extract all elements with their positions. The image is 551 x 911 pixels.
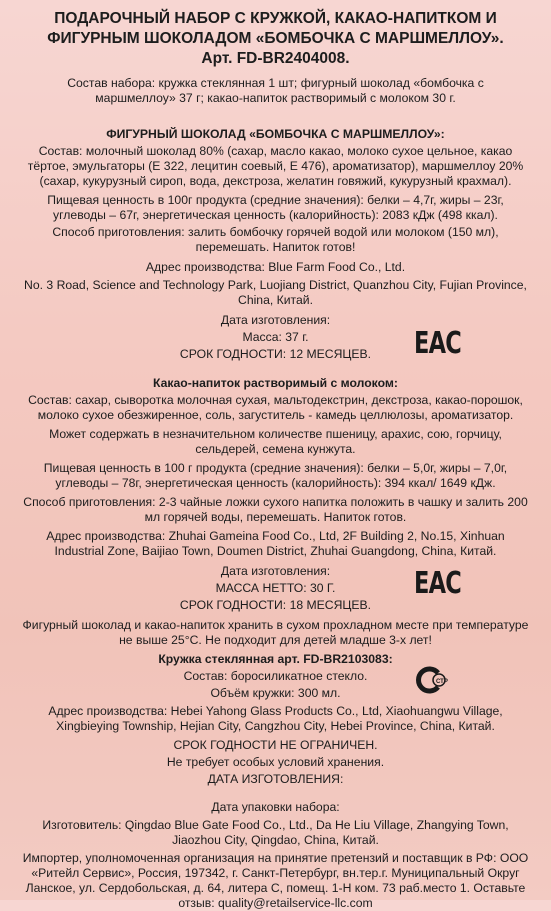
cocoa-nutrition — [0, 461, 551, 491]
cocoa-address — [0, 529, 551, 559]
cocoa-nutr-line-1: Пищевая ценность в 100 г продукта (средние значения): белки – 5,0г, жиры – 7,0г, — [43, 461, 508, 475]
str-certification-icon — [412, 665, 448, 695]
str-mark-text: СТР — [436, 679, 448, 685]
cocoa-shelf-life: СРОК ГОДНОСТИ: 18 МЕСЯЦЕВ. — [179, 598, 372, 612]
cocoa-heading: Какао-напиток растворимый с молоком: — [153, 376, 398, 390]
cocoa-nutr-line-2: углеводы – 78г, энергетическая ценность (калорийность): 394 ккал/ 1649 кДж. — [55, 476, 496, 490]
mug-storage: Не требует особых условий хранения. — [166, 755, 385, 769]
mug-addr-line-2: Xingbieying Township, Hejian City, Cangzhou City, Hebei Province, China, Китай. — [56, 719, 495, 733]
cocoa-allergen-line-2: сельдерей, семена кунжута. — [195, 442, 356, 456]
cocoa-prep-line-1: Способ приготовления: 2-3 чайные ложки сухого напитка положить в чашку и залить 200 — [23, 495, 528, 509]
chocolate-mass: Масса: 37 г. — [242, 330, 309, 344]
title-line-1: ПОДАРОЧНЫЙ НАБОР С КРУЖКОЙ, КАКАО-НАПИТКОМ И — [54, 10, 497, 27]
chocolate-address — [0, 278, 551, 308]
article-number: Арт. FD-BR2404008. — [201, 50, 350, 67]
cocoa-addr-line-2: Industrial Zone, Baijiao Town, Doumen District, Zhuhai Guangdong, China, Китай. — [54, 544, 497, 558]
mug-volume: Объём кружки: 300 мл. — [210, 686, 341, 700]
choc-prep-line-2: перемешать. Напиток готов! — [195, 240, 356, 254]
set-line-1: Состав набора: кружка стеклянная 1 шт; фигурный шоколад «бомбочка с — [67, 76, 484, 90]
cocoa-prep-line-2: мл горячей воды, перемешать. Напиток готов. — [144, 510, 407, 524]
cocoa-mass: МАССА НЕТТО: 30 Г. — [215, 581, 336, 595]
choc-prep-line-1: Способ приготовления: залить бомбочку горячей водой или молоком (150 мл), — [52, 225, 499, 239]
cocoa-allergen-line-1: Может содержать в незначительном количестве пшеницу, арахис, сою, горчицу, — [49, 427, 502, 441]
chocolate-preparation — [0, 225, 551, 255]
choc-nutr-line-1: Пищевая ценность в 100г продукта (средние значения): белки – 4,7г, жиры – 23г, — [47, 193, 504, 207]
chocolate-heading: ФИГУРНЫЙ ШОКОЛАД «БОМБОЧКА С МАРШМЕЛЛОУ»: — [106, 127, 445, 141]
title-line-2: ФИГУРНЫМ ШОКОЛАДОМ «БОМБОЧКА С МАРШМЕЛЛОУ». — [47, 30, 504, 47]
cocoa-addr-line-1: Адрес производства: Zhuhai Gameina Food Co., Ltd, 2F Building 2, No.15, Xinhuan — [46, 529, 505, 543]
storage-line-1: Фигурный шоколад и какао-напиток хранить в сухом прохладном месте при температуре — [22, 618, 529, 632]
chocolate-nutrition — [0, 193, 551, 223]
mug-address — [0, 704, 551, 734]
storage-line-2: не выше 25°С. Не подходит для детей младше 3-х лет! — [119, 633, 432, 647]
mug-composition: Состав: боросиликатное стекло. — [183, 669, 368, 683]
mug-made-date: ДАТА ИЗГОТОВЛЕНИЯ: — [207, 772, 344, 786]
choc-comp-line-1: Состав: молочный шоколад 80% (сахар, масло какао, молоко сухое цельное, какао — [38, 144, 513, 158]
importer-line-2: «Ритейл Сервис», Россия, 197342, г. Санкт-Петербург, вн.тер.г. Муниципальный Округ — [31, 866, 520, 880]
cocoa-comp-line-2: молоко сухое обезжиренное, соль, загуститель - камедь целлюлозы, ароматизатор. — [37, 408, 514, 422]
cocoa-preparation — [0, 495, 551, 525]
choc-addr-line-1: No. 3 Road, Science and Technology Park, Luojiang District, Quanzhou City, Fujian Province, — [24, 278, 527, 292]
storage-warning — [0, 618, 551, 648]
importer-line-1: Импортер, уполномоченная организация на принятие претензий и поставщик в РФ: ООО — [22, 851, 529, 865]
chocolate-composition — [0, 144, 551, 189]
choc-addr-line-2: China, Китай. — [238, 293, 313, 307]
cocoa-composition — [0, 393, 551, 423]
chocolate-shelf-life: СРОК ГОДНОСТИ: 12 МЕСЯЦЕВ. — [179, 347, 372, 361]
choc-comp-line-2: тёртое, эмульгаторы (Е 322, лецитин соевый, Е 476), ароматизатор), маршмеллоу 20% — [27, 159, 524, 173]
importer-line-4: отзыв: quality@retailservice-llc.com — [178, 896, 373, 910]
manufacturer-line-2: Jiaozhou City, Qingdao, China, Китай. — [172, 833, 379, 847]
choc-comp-line-3: (сахар, кукурузный сироп, вода, декстроза, желатин говяжий, кукурузный крахмал). — [39, 174, 512, 188]
eac-mark-icon: ЕАС — [414, 566, 462, 601]
eac-mark-icon: ЕАС — [414, 326, 462, 361]
importer-line-3: Ланское, ул. Сердобольская, д. 64, литера С, помещ. 1-Н ком. 73 раб.место 1. Оставьте — [25, 881, 526, 895]
set-composition — [0, 76, 551, 106]
importer — [0, 851, 551, 911]
cocoa-comp-line-1: Состав: сахар, сыворотка молочная сухая, мальтодекстрин, декстроза, какао-порошок, — [28, 393, 523, 407]
mug-addr-line-1: Адрес производства: Hebei Yahong Glass Products Co., Ltd, Xiaohuangwu Village, — [48, 704, 503, 718]
str-logo-graphic — [412, 665, 448, 695]
chocolate-address-label: Адрес производства: Blue Farm Food Co., Ltd. — [145, 260, 406, 274]
set-line-2: маршмеллоу» 37 г; какао-напиток растворимый с молоком 30 г. — [95, 91, 456, 105]
packing-date: Дата упаковки набора: — [211, 800, 340, 814]
cocoa-made-date: Дата изготовления: — [220, 564, 331, 578]
mug-heading: Кружка стеклянная арт. FD-BR2103083: — [158, 652, 393, 666]
manufacturer-line-1: Изготовитель: Qingdao Blue Gate Food Co., Ltd., Da He Liu Village, Zhangying Town, — [42, 818, 509, 832]
chocolate-made-date: Дата изготовления: — [220, 313, 331, 327]
choc-nutr-line-2: углеводы – 67г, энергетическая ценность (калорийность): 2083 кДж (498 ккал). — [53, 208, 498, 222]
mug-shelf-life: СРОК ГОДНОСТИ НЕ ОГРАНИЧЕН. — [173, 738, 378, 752]
manufacturer — [0, 818, 551, 848]
label-title — [0, 9, 551, 49]
cocoa-allergens — [0, 427, 551, 457]
